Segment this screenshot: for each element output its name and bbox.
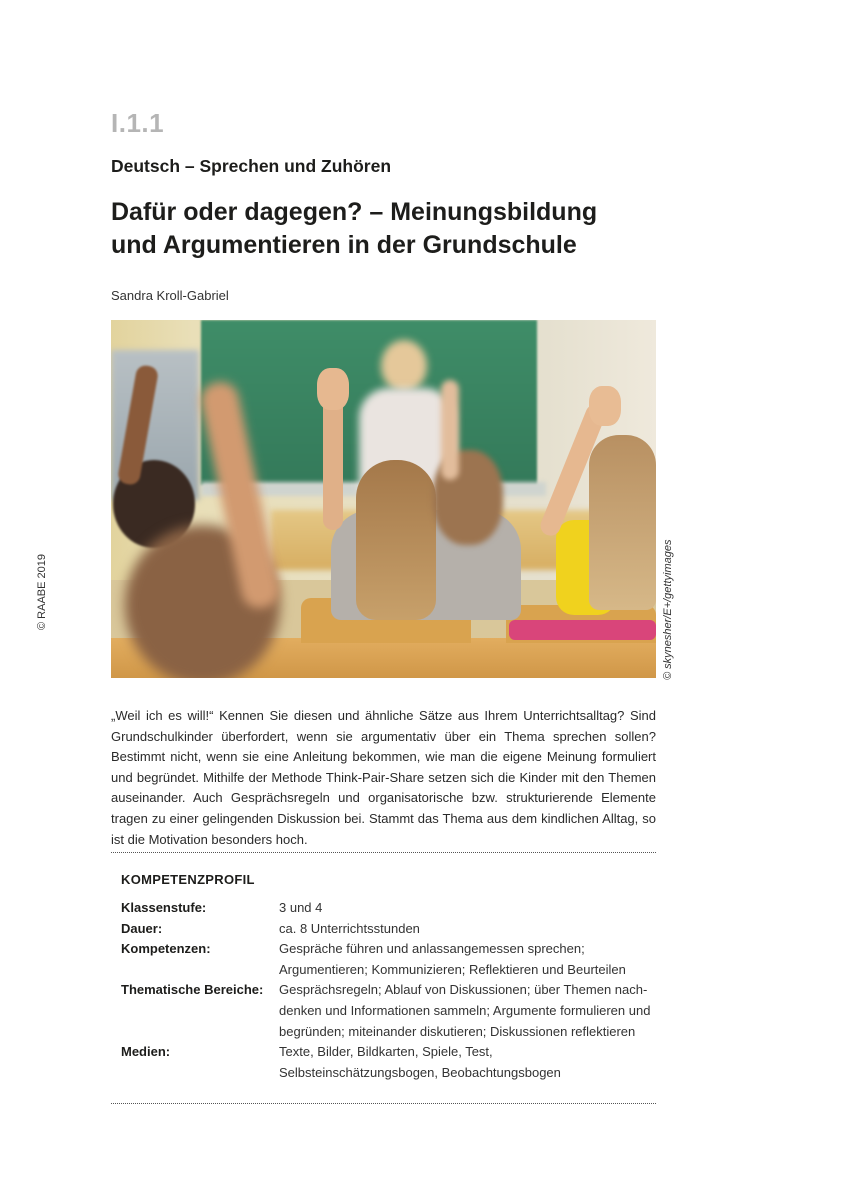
title-line-1: Dafür oder dagegen? – Meinungsbildung (111, 198, 598, 226)
kp-label: Klassenstufe: (121, 900, 207, 915)
photo-girl-right-hand (589, 386, 621, 426)
kp-label: Medien: (121, 1044, 171, 1060)
photo-girl-center-hand (317, 368, 349, 410)
kp-value: Gesprächsregeln; Ablauf von Diskussionen; über Themen nachdenken und Informationen sammeln; Argumente formulieren und begründen; miteinander diskutieren; Diskussionen reflektieren (279, 982, 651, 1039)
section-code: I.1.1 (111, 108, 165, 138)
photo-child-mid-arm (441, 380, 459, 480)
kompetenzprofil-table (121, 898, 651, 1083)
page-title (111, 196, 671, 262)
kp-row-dauer (121, 919, 651, 940)
kp-row-klassenstufe (121, 898, 651, 919)
kp-row-kompetenzen (121, 939, 651, 980)
kp-value: ca. 8 Unterrichtsstunden (279, 920, 420, 936)
divider-bottom (111, 1103, 656, 1104)
kp-label: Thematische Bereiche: (121, 982, 264, 998)
kp-label: Kompetenzen: (121, 941, 211, 957)
intro-paragraph: „Weil ich es will!“ Kennen Sie diesen und ähnliche Sätze aus Ihrem Unterrichtsalltag? Sind Grundschulkinder überfordert, wenn sie argumentativ über ein Thema sprechen sollen? Bestimmt nicht, wenn sie eine Anleitung bekommen, wie man die eigene Meinung formuliert und begründet. Mithilfe der Methode Think-Pair-Share setzen sich die Kinder mit den Themen auseinander. Auch Gesprächsregeln und organisatorische bzw. strukturierende Elemente tragen zu einer gelingenden Diskussion bei. Stammt das Thema aus dem kindlichen Alltag, so ist die Motivation besonders hoch. (111, 708, 656, 847)
photo-teacher-head (381, 340, 427, 392)
kp-value: Gespräche führen und anlassangemessen sprechen; Argumentieren; Kommunizieren; Reflektieren und Beurteilen (279, 941, 626, 977)
kp-value: Texte, Bilder, Bildkarten, Spiele, Test, Selbsteinschätzungsbogen, Beobachtungsbogen (279, 1044, 561, 1080)
classroom-photo (111, 320, 656, 678)
divider-top (111, 852, 656, 853)
title-line-2: und Argumentieren in der Grundschule (111, 231, 577, 259)
kp-label: Dauer: (121, 920, 163, 936)
photo-girl-right-hair (589, 435, 656, 610)
kp-row-thematische-bereiche (121, 980, 651, 1042)
author: Sandra Kroll-Gabriel (111, 288, 229, 303)
kompetenzprofil-title: KOMPETENZPROFIL (121, 872, 255, 887)
photo-girl-center-hair (356, 460, 436, 620)
kp-value: 3 und 4 (279, 900, 323, 915)
photo-credit: © skynesher/E+/gettyimages (662, 539, 674, 680)
subject-heading: Deutsch – Sprechen und Zuhören (111, 156, 392, 176)
kp-row-medien (121, 1042, 651, 1083)
copyright-note: © RAABE 2019 (36, 554, 48, 630)
photo-pink-bag (509, 620, 656, 640)
